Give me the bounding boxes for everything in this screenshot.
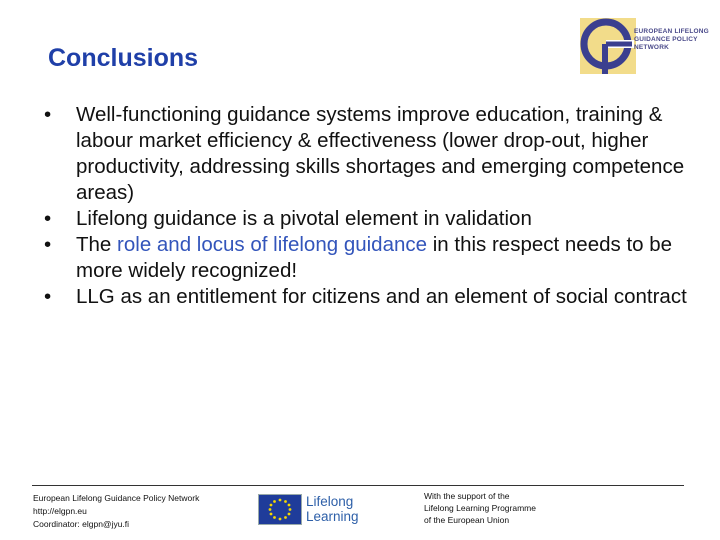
lifelong-learning-text bbox=[306, 494, 359, 524]
bullet-item: • LLG as an entitlement for citizens and an element of social contract bbox=[30, 284, 700, 310]
bullet-item bbox=[30, 232, 700, 284]
logo-line: GUIDANCE POLICY bbox=[634, 36, 698, 43]
bullet-item: • Well-functioning guidance systems improve education, training & labour market efficiency & effectiveness (lower drop-out, higher productivity, addressing skills shortages and emerging competence areas) bbox=[30, 102, 700, 206]
eu-flag-icon bbox=[258, 494, 302, 525]
bullet-list bbox=[30, 102, 700, 310]
footer-contact bbox=[33, 492, 199, 531]
footer-url-link[interactable]: http://elgpn.eu bbox=[33, 506, 87, 516]
ll-line: Learning bbox=[306, 509, 359, 524]
bullet-text: The bbox=[76, 233, 118, 256]
footer-support bbox=[424, 490, 536, 526]
logo-line: NETWORK bbox=[634, 44, 669, 51]
bullet-item: • Lifelong guidance is a pivotal element in validation bbox=[30, 206, 700, 232]
footer-divider bbox=[32, 485, 684, 486]
support-line: Lifelong Learning Programme bbox=[424, 503, 536, 513]
highlighted-text: role and locus of lifelong guidance bbox=[117, 233, 428, 256]
slide-title: Conclusions bbox=[48, 44, 199, 72]
footer-org-name: European Lifelong Guidance Policy Network bbox=[33, 493, 200, 503]
support-line: With the support of the bbox=[424, 491, 510, 501]
footer-coordinator: Coordinator: elgpn@jyu.fi bbox=[33, 519, 130, 529]
ll-line: Lifelong bbox=[306, 494, 354, 509]
bullet-text: in this respect needs to be more widely recognized! bbox=[76, 233, 673, 282]
support-line: of the European Union bbox=[424, 515, 510, 525]
eu-stars-icon bbox=[259, 495, 301, 524]
elgpn-logo-text bbox=[634, 28, 709, 52]
logo-line: EUROPEAN LIFELONG bbox=[634, 28, 709, 35]
lifelong-learning-logo bbox=[258, 494, 360, 526]
